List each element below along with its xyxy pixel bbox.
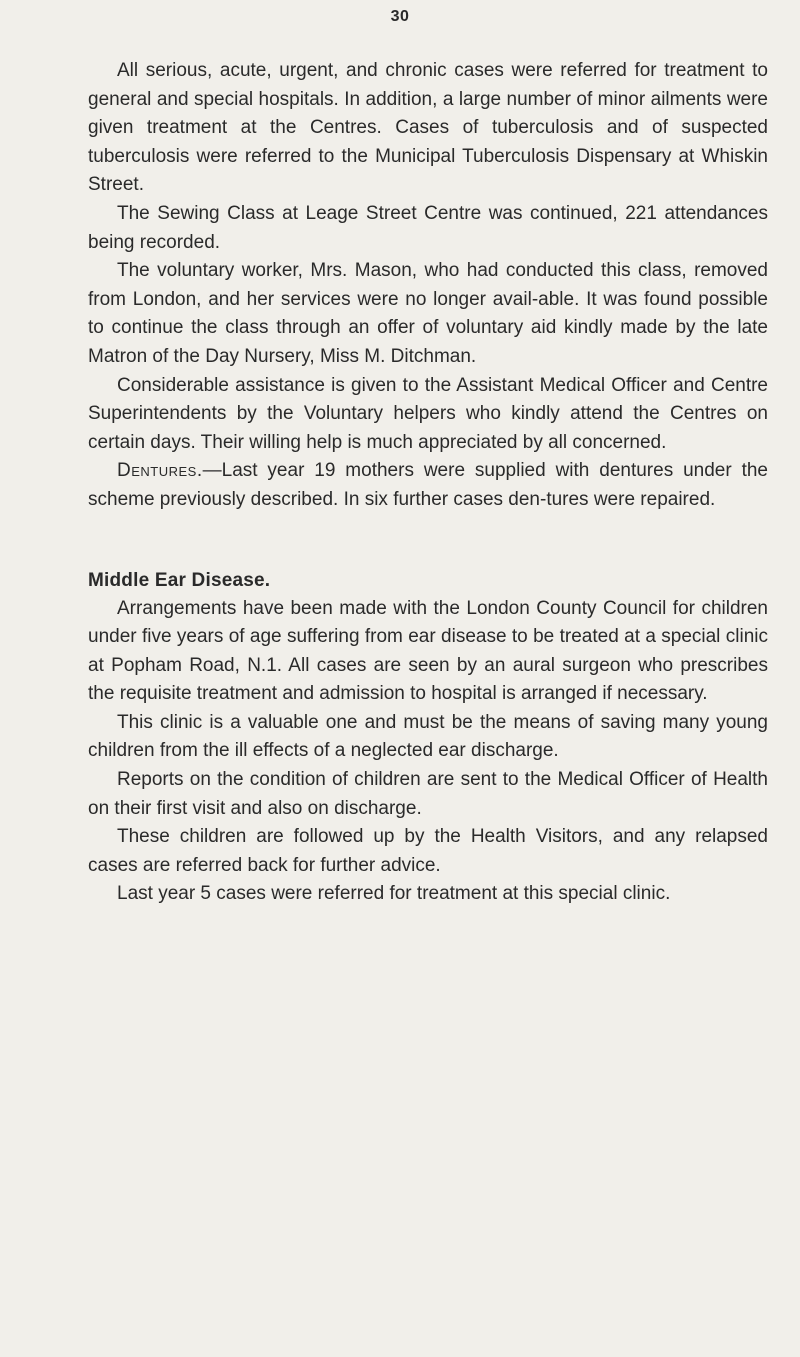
dentures-body: —Last year 19 mothers were supplied with dentures under the scheme previously described. In six further cases den-tures were repaired. [88,460,768,510]
paragraph-reports: Reports on the condition of children are sent to the Medical Officer of Health on their first visit and also on discharge. [88,769,768,819]
page-number: 30 [390,8,410,25]
paragraph-clinic-value: This clinic is a valuable one and must be the means of saving many young children from the ill effects of a neglected ear discharge. [88,711,768,762]
paragraph-last-year-cases: Last year 5 cases were referred for treatment at this special clinic. [117,883,671,905]
paragraph-follow-up: These children are followed up by the Health Visitors, and any relapsed cases are referred back for further advice. [88,826,768,876]
paragraph-voluntary-helpers: Considerable assistance is given to the Assistant Medical Officer and Centre Superintendents by the Voluntary helpers who kindly attend the Centres on certain days. Their willing help is much appreciated by all concerned. [88,374,768,453]
dentures-lead: Dentures. [117,460,203,482]
paragraph-arrangements: Arrangements have been made with the London County Council for children under five years of age suffering from ear disease to be treated at a special clinic at Popham Road, N.1. All cases are seen by an aural surgeon who prescribes the requisite treatment and admission to hospital is arranged if necessary. [88,597,768,705]
paragraph-voluntary-worker: The voluntary worker, Mrs. Mason, who had conducted this class, removed from London, and her services were no longer avail-able. It was found possible to continue the class through an offer of voluntary aid kindly made by the late Matron of the Day Nursery, Miss M. Ditchman. [88,260,768,367]
paragraph-dentures [88,457,768,514]
text-column [88,57,768,909]
section-heading-middle-ear: Middle Ear Disease. [88,569,271,591]
paragraph-sewing-class: The Sewing Class at Leage Street Centre was continued, 221 attendances being recorded. [88,202,768,253]
paragraph-referrals: All serious, acute, urgent, and chronic cases were referred for treatment to general and special hospitals. In addition, a large number of minor ailments were given treatment at the Centres. Cases of tuberculosis and of suspected tuberculosis were referred to the Municipal Tuberculosis Dispensary at Whiskin Street. [88,60,768,196]
